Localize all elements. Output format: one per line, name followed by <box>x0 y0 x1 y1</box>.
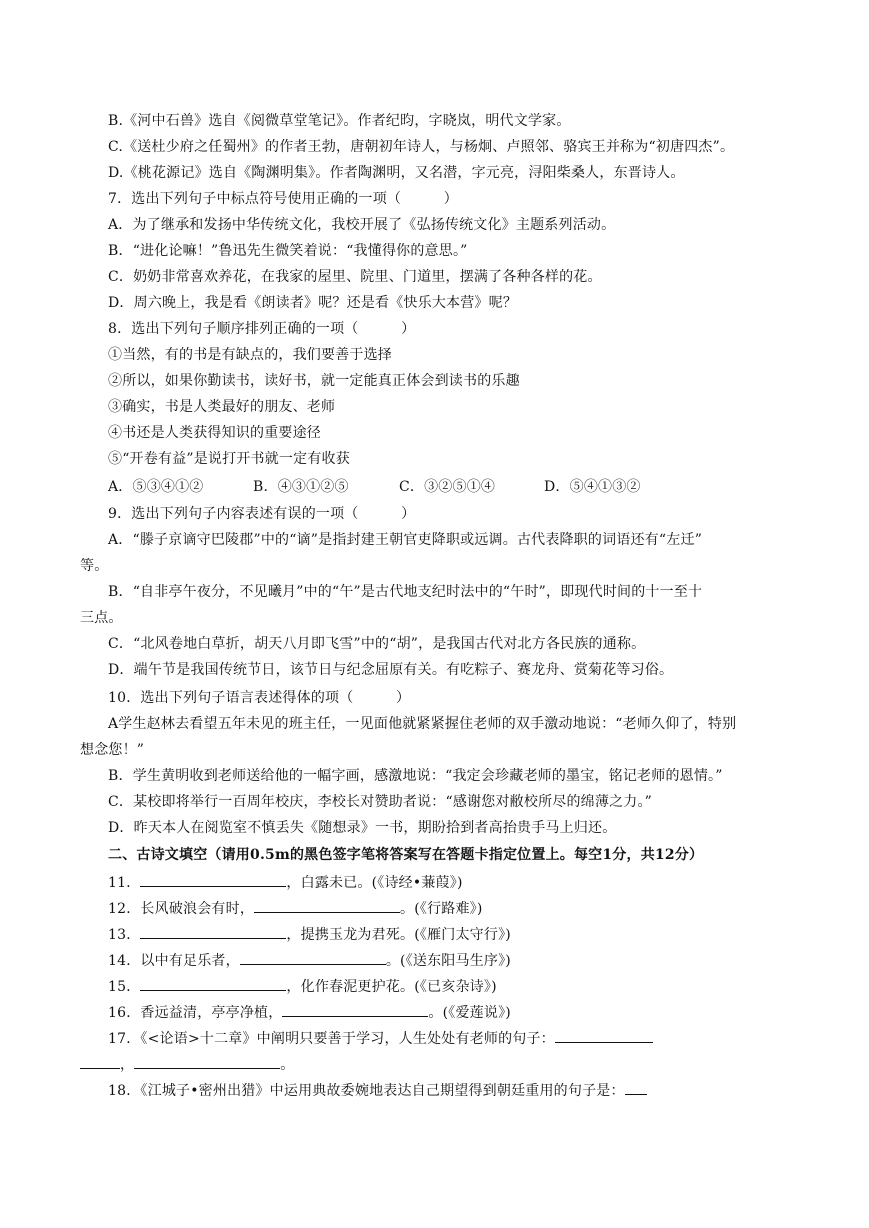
q7-option-d: D．周六晚上，我是看《朗读者》呢？还是看《快乐大本营》呢？ <box>108 295 518 311</box>
q17-blank-2[interactable] <box>134 1054 280 1069</box>
q8-sentence-3: ③确实，书是人类最好的朋友、老师 <box>108 399 336 415</box>
q8-sentence-5: ⑤“开卷有益”是说打开书就一定有收获 <box>108 451 350 467</box>
q9-option-d: D．端午节是我国传统节日，该节日与纪念屈原有关。有吃粽子、赛龙舟、赏菊花等习俗。 <box>108 662 674 678</box>
q8-option-b: B．④③①②⑤ <box>253 479 349 495</box>
q8-sentence-1: ①当然，有的书是有缺点的，我们要善于选择 <box>108 347 392 363</box>
q12-number: 12．长风破浪会有时， <box>108 901 255 917</box>
q18 <box>108 1080 647 1101</box>
q17-text: 17．《<论语>十二章》中阐明只要善于学习，人生处处有老师的句子： <box>108 1031 555 1047</box>
q7-option-c: C．奶奶非常喜欢养花，在我家的屋里、院里、门道里，摆满了各种各样的花。 <box>108 269 602 285</box>
q12 <box>108 898 483 919</box>
q7-option-b: B．“进化论嘛！”鲁迅先生微笑着说：“我懂得你的意思。” <box>108 243 468 259</box>
q8-option-d: D．⑤④①③② <box>544 479 641 495</box>
q17 <box>108 1028 653 1049</box>
q8-option-a: A．⑤③④①② <box>108 479 204 495</box>
section-2-heading: 二、古诗文填空（请用0.5m的黑色签字笔将答案写在答题卡指定位置上。每空1分，共12分） <box>108 847 704 863</box>
q16-number: 16．香远益清，亭亭净植， <box>108 1005 283 1021</box>
q16-text: 。(《爱莲说》) <box>428 1005 511 1021</box>
q13-number: 13． <box>108 927 141 943</box>
q16 <box>108 1002 511 1023</box>
q9-option-a: A．“滕子京谪守巴陵郡”中的“谪”是指封建王朝官吏降职或远调。古代表降职的词语还有“左迁” <box>108 532 703 548</box>
q14-text: 。(《送东阳马生序》) <box>385 953 511 969</box>
q10-stem: 10．选出下列句子语言表述得体的项（ ） <box>108 690 411 706</box>
q8-sentence-2: ②所以，如果你勤读书，读好书，就一定能真正体会到读书的乐趣 <box>108 373 520 389</box>
q8-sentence-4: ④书还是人类获得知识的重要途径 <box>108 425 321 441</box>
q18-blank[interactable] <box>625 1080 647 1095</box>
q15-blank[interactable] <box>140 976 286 991</box>
q18-text: 18．《江城子•密州出猎》中运用典故委婉地表达自己期望得到朝廷重用的句子是： <box>108 1083 625 1099</box>
q17-separator: ， <box>120 1057 135 1073</box>
q11 <box>108 872 463 893</box>
q14-number: 14．以中有足乐者， <box>108 953 240 969</box>
q10-option-b: B．学生黄明收到老师送给他的一幅字画，感激地说：“我定会珍藏老师的墨宝，铭记老师的恩情。” <box>108 768 723 784</box>
q17-cont <box>80 1054 294 1075</box>
q9-stem: 9．选出下列句子内容表述有误的一项（ ） <box>108 506 416 522</box>
q17-blank-1-cont[interactable] <box>80 1054 120 1069</box>
q10-option-a-cont: 想念您！” <box>80 742 145 758</box>
q6-option-c: C.《送杜少府之任蜀州》的作者王勃，唐朝初年诗人，与杨炯、卢照邻、骆宾王并称为“初唐四杰”。 <box>108 139 735 155</box>
q6-option-d: D.《桃花源记》选自《陶渊明集》。作者陶渊明，又名潜，字元亮，浔阳柴桑人，东晋诗人。 <box>108 165 685 181</box>
q12-text: 。(《行路难》) <box>400 901 483 917</box>
q15-text: ，化作春泥更护花。(《已亥杂诗》) <box>286 979 497 995</box>
q17-end: 。 <box>280 1057 295 1073</box>
q11-text: ，白露未已。(《诗经•蒹葭》) <box>286 875 463 891</box>
q9-option-b: B．“自非亭午夜分，不见曦月”中的“午”是古代地支纪时法中的“午时”，即现代时间的十一至十 <box>108 584 703 600</box>
q11-number: 11． <box>108 875 141 891</box>
q11-blank[interactable] <box>140 872 286 887</box>
q7-option-a: A．为了继承和发扬中华传统文化，我校开展了《弘扬传统文化》主题系列活动。 <box>108 217 616 233</box>
q6-option-b: B.《河中石兽》选自《阅微草堂笔记》。作者纪昀，字晓岚，明代文学家。 <box>108 113 571 129</box>
q10-option-c: C．某校即将举行一百周年校庆，李校长对赞助者说：“感谢您对敝校所尽的绵薄之力。” <box>108 794 653 810</box>
q8-stem: 8．选出下列句子顺序排列正确的一项（ ） <box>108 321 416 337</box>
q17-blank-1[interactable] <box>555 1028 653 1043</box>
q14 <box>108 950 511 971</box>
q9-option-a-cont: 等。 <box>80 558 109 574</box>
q7-stem: 7．选出下列句子中标点符号使用正确的一项（ ） <box>108 191 458 207</box>
q10-option-a: A学生赵林去看望五年未见的班主任，一见面他就紧紧握住老师的双手激动地说：“老师久仰了，特别 <box>108 716 737 732</box>
q12-blank[interactable] <box>254 898 400 913</box>
q9-option-c: C．“北风卷地白草折，胡天八月即飞雪”中的“胡”，是我国古代对北方各民族的通称。 <box>108 636 646 652</box>
q16-blank[interactable] <box>282 1002 428 1017</box>
q15 <box>108 976 497 997</box>
q13-text: ，提携玉龙为君死。(《雁门太守行》) <box>286 927 511 943</box>
q13-blank[interactable] <box>140 924 286 939</box>
q9-option-b-cont: 三点。 <box>80 610 123 626</box>
q13 <box>108 924 511 945</box>
q8-option-c: C．③②⑤①④ <box>399 479 496 495</box>
q14-blank[interactable] <box>240 950 386 965</box>
q10-option-d: D．昨天本人在阅览室不慎丢失《随想录》一书，期盼拾到者高抬贵手马上归还。 <box>108 820 617 836</box>
q15-number: 15． <box>108 979 141 995</box>
